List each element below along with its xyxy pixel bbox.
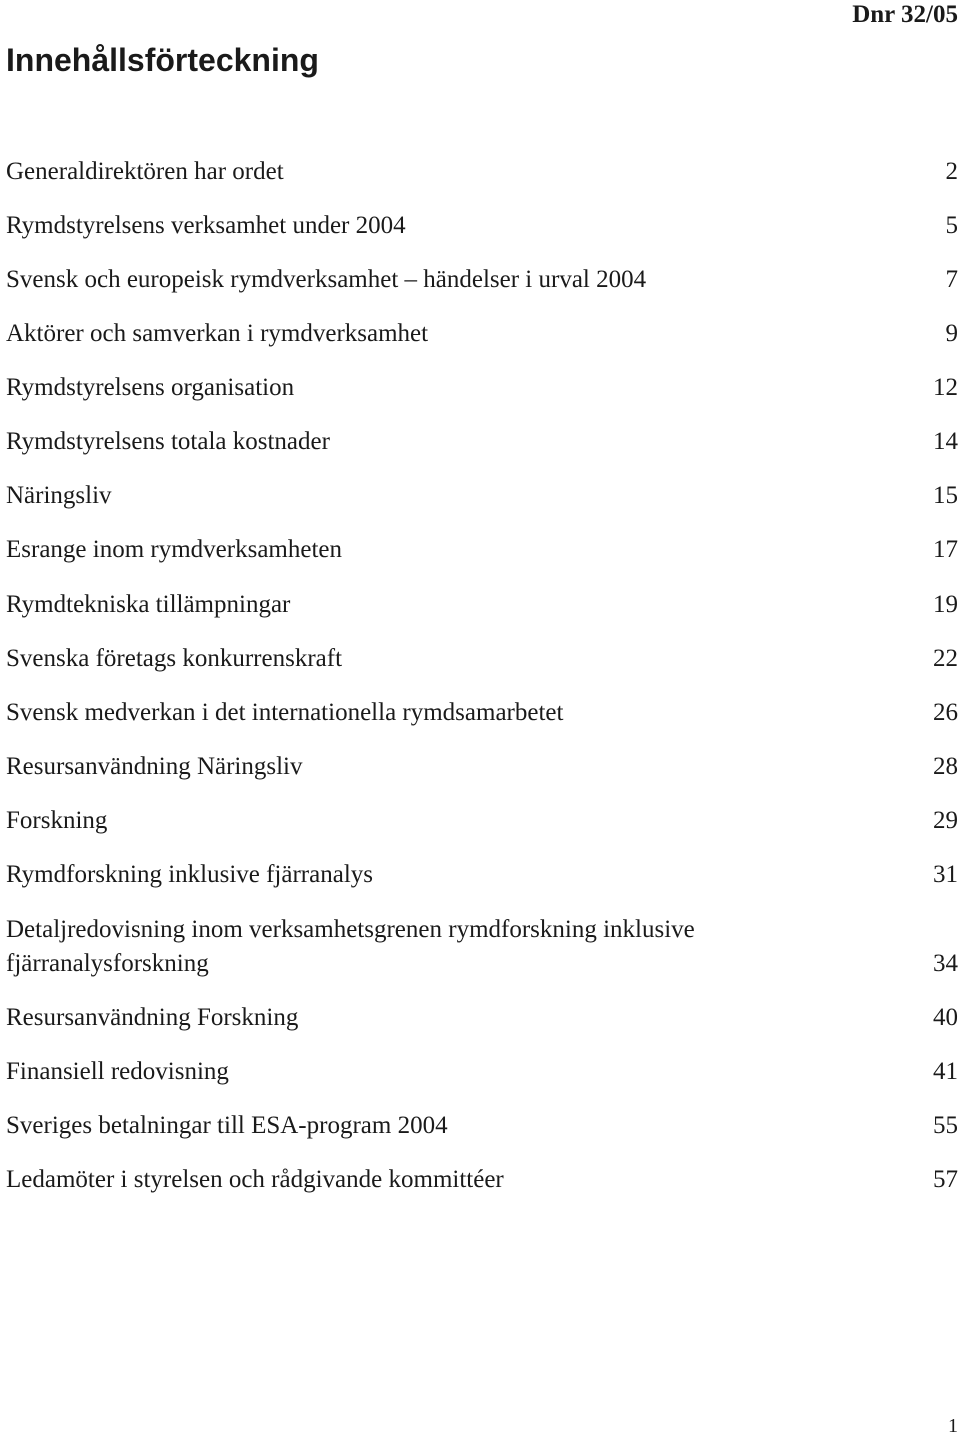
toc-entry-label-continued: fjärranalysforskning [6, 950, 209, 977]
toc-entry-label: Rymdstyrelsens organisation [6, 374, 295, 401]
toc-entry-label: Generaldirektören har ordet [6, 158, 284, 185]
toc-entry [6, 1001, 958, 1035]
toc-entry-page: 12 [933, 374, 958, 401]
toc-entry [6, 804, 958, 838]
toc-entry-label: Detaljredovisning inom verksamhetsgrenen rymdforskning inklusive [6, 916, 695, 943]
toc-entry-page: 17 [933, 536, 958, 563]
document-number: Dnr 32/05 [852, 1, 958, 28]
toc-entry [6, 479, 958, 513]
toc-entry-label: Svenska företags konkurrenskraft [6, 645, 343, 672]
toc-entry-page: 19 [933, 591, 958, 618]
toc-entry-page: 40 [933, 1004, 958, 1031]
toc-entry-label: Resursanvändning Näringsliv [6, 753, 303, 780]
toc-entry-page: 57 [933, 1166, 958, 1193]
toc-entry-page: 29 [933, 807, 958, 834]
toc-entry-label: Rymdstyrelsens totala kostnader [6, 428, 330, 455]
toc-entry-page: 28 [933, 753, 958, 780]
toc-entry-page: 22 [933, 645, 958, 672]
toc-entry [6, 588, 958, 622]
toc-entry-label: Rymdforskning inklusive fjärranalys [6, 861, 373, 888]
toc-entry-page: 2 [945, 158, 958, 185]
toc-entry-label: Aktörer och samverkan i rymdverksamhet [6, 320, 429, 347]
toc-entry-page: 26 [933, 699, 958, 726]
toc-entry-label: Esrange inom rymdverksamheten [6, 536, 343, 563]
toc-entry-page: 5 [945, 212, 958, 239]
toc-entry [6, 1163, 958, 1197]
toc-entry [6, 913, 958, 981]
toc-entry-page: 15 [933, 482, 958, 509]
toc-entry [6, 1055, 958, 1089]
toc-entry-label: Forskning [6, 807, 108, 834]
toc-entry-label: Rymdtekniska tillämpningar [6, 591, 291, 618]
toc-entry-page: 7 [945, 266, 958, 293]
toc-entry-label: Resursanvändning Forskning [6, 1004, 299, 1031]
toc-entry-page: 9 [945, 320, 958, 347]
toc-entry-label: Rymdstyrelsens verksamhet under 2004 [6, 212, 406, 239]
toc-entry [6, 155, 958, 189]
toc-entry [6, 858, 958, 892]
toc-entry-page: 55 [933, 1112, 958, 1139]
toc-entry-page: 41 [933, 1058, 958, 1085]
toc-entry-label: Svensk och europeisk rymdverksamhet – händelser i urval 2004 [6, 266, 647, 293]
toc-entry-page: 31 [933, 861, 958, 888]
toc-entry-label: Svensk medverkan i det internationella rymdsamarbetet [6, 699, 564, 726]
toc-entry-label: Finansiell redovisning [6, 1058, 229, 1085]
toc-entry-label: Ledamöter i styrelsen och rådgivande kommittéer [6, 1166, 504, 1193]
page-number: 1 [948, 1415, 958, 1437]
toc-entry-page: 34 [933, 950, 958, 977]
toc-entry [6, 371, 958, 405]
toc-entry [6, 533, 958, 567]
toc-entry [6, 317, 958, 351]
toc-entry [6, 425, 958, 459]
toc-entry-label: Näringsliv [6, 482, 112, 509]
toc-entry [6, 750, 958, 784]
toc-entry-label: Sveriges betalningar till ESA-program 2004 [6, 1112, 448, 1139]
toc-entry [6, 642, 958, 676]
toc-entry [6, 263, 958, 297]
page-title: Innehållsförteckning [6, 42, 319, 78]
toc-entry [6, 209, 958, 243]
toc-entry [6, 1109, 958, 1143]
toc-entry [6, 696, 958, 730]
toc-entry-page: 14 [933, 428, 958, 455]
